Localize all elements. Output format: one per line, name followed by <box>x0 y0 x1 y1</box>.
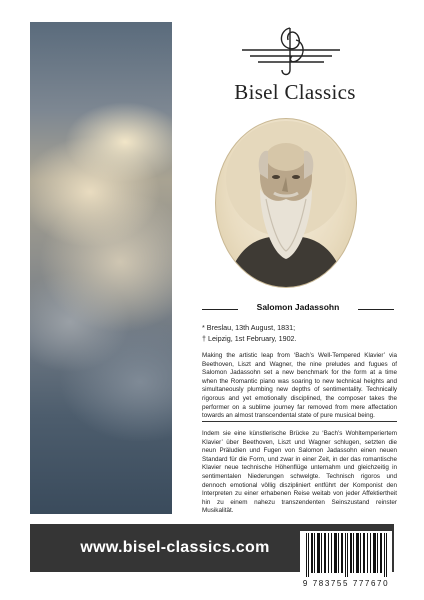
description-english: Making the artistic leap from ‘Bach’s Well-Tempered Klavier’ via Beethoven, Liszt and Wagner, the nine preludes and fugues of Salomon Jadassohn set a new benchmark for the form at a time when the Romantic piano was soaring to new technical heights and simultaneously plumbing new depths of sentimentality. Technically rigorous and yet emotionally disciplined, the composer takes the performer on a sublime journey far removed from mere affectation towards an almost transcendental state of pure musical being. <box>202 352 397 420</box>
description-german: Indem sie eine künstlerische Brücke zu ‘Bach’s Wohltemperiertem Klavier’ über Beethoven, Liszt und Wagner schlugen, setzten die neun Präludien und Fugen von Salomon Jadassohn einen neuen Standard für die Form, und zwar in einer Zeit, in der das romantische Klavier neue technische Höhenflüge unternahm und gleichzeitig in sentimentalen Niederungen schwelgte. Technisch rigoros und dennoch emotional völlig diszipliniert entführt der Komponist den Interpreten zu einer erhabenen Reise weitab von jeder Affektiertheit hin zu einem nahezu transzendenten Seinszustand reinster Musikalität. <box>202 430 397 515</box>
barcode <box>300 531 392 593</box>
composer-died: † Leipzig, 1st February, 1902. <box>202 334 297 343</box>
barcode-bars-icon <box>304 533 388 577</box>
barcode-number: 9 783755 777670 <box>302 579 390 588</box>
website-url[interactable]: www.bisel-classics.com <box>80 539 270 556</box>
language-divider <box>202 421 397 422</box>
composer-name: Salomon Jadassohn <box>256 302 340 312</box>
cloud-image <box>30 22 172 514</box>
composer-name-row <box>200 302 396 316</box>
name-rule-right <box>358 309 394 310</box>
bisel-logo-icon <box>232 20 352 80</box>
composer-born: * Breslau, 13th August, 1831; <box>202 323 296 332</box>
brand-name: Bisel Classics <box>234 80 356 104</box>
composer-portrait <box>215 118 357 288</box>
composer-dates <box>202 322 397 344</box>
